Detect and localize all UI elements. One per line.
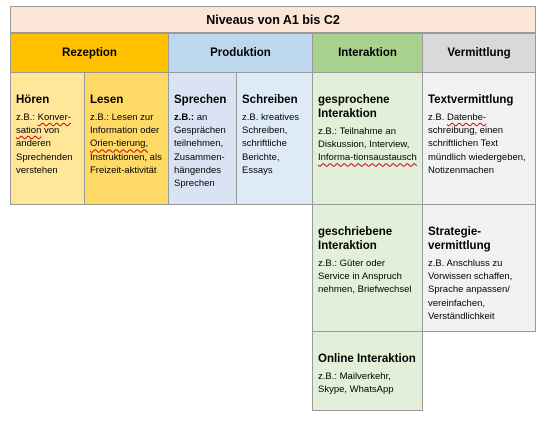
table-title: Niveaus von A1 bis C2 bbox=[10, 6, 536, 33]
cell-description: z.B.: Teilnahme an Diskussion, Interview, Informa-tionsaustausch bbox=[318, 126, 417, 164]
cell-geschriebene-interaktion bbox=[312, 204, 423, 332]
cell-strategievermittlung bbox=[422, 204, 536, 332]
cell-online-interaktion bbox=[312, 331, 423, 411]
cell-gesprochene-interaktion bbox=[312, 72, 423, 205]
cell-heading: Online Interaktion bbox=[318, 353, 416, 365]
cell-heading: Textvermittlung bbox=[428, 94, 514, 106]
cell-heading: gesprochene Interaktion bbox=[318, 94, 390, 120]
cell-description: z.B.: Güter oder Service in Anspruch nehmen, Briefwechsel bbox=[318, 258, 412, 296]
cell-description: z.B.: an Gesprächen teilnehmen, Zusammen-hängendes Sprechen bbox=[174, 112, 226, 190]
cell-description: z.B.: Mailverkehr, Skype, WhatsApp bbox=[318, 371, 394, 396]
cell-description: z.B.: Konver-sation von anderen Sprechenden verstehen bbox=[16, 112, 73, 176]
header-produktion: Produktion bbox=[168, 33, 313, 73]
cell-sprechen bbox=[168, 72, 237, 205]
cell-schreiben bbox=[236, 72, 313, 205]
cell-heading: Schreiben bbox=[242, 94, 298, 106]
header-vermittlung: Vermittlung bbox=[422, 33, 536, 73]
header-interaktion: Interaktion bbox=[312, 33, 423, 73]
cell-description: z.B. Anschluss zu Vorwissen schaffen, Sprache anpassen/ vereinfachen, Verständlichkeit bbox=[428, 258, 513, 322]
cell-description: z.B.: Lesen zur Information oder Orien-tierung, Instruktionen, als Freizeit-aktivität bbox=[90, 112, 162, 176]
cell-description: z.B. Datenbe-schreibung, einen schriftlichen Text mündlich wiedergeben, Notizenmachen bbox=[428, 112, 526, 176]
cell-hoeren bbox=[10, 72, 85, 205]
cell-lesen bbox=[84, 72, 169, 205]
cell-heading: Lesen bbox=[90, 94, 124, 106]
cell-heading: Hören bbox=[16, 94, 50, 106]
cell-description: z.B. kreatives Schreiben, schriftliche Berichte, Essays bbox=[242, 112, 300, 176]
cell-heading: Strategie-vermittlung bbox=[428, 226, 491, 252]
cell-textvermittlung bbox=[422, 72, 536, 205]
cell-heading: Sprechen bbox=[174, 94, 227, 106]
header-rezeption: Rezeption bbox=[10, 33, 169, 73]
cell-heading: geschriebene Interaktion bbox=[318, 226, 393, 252]
